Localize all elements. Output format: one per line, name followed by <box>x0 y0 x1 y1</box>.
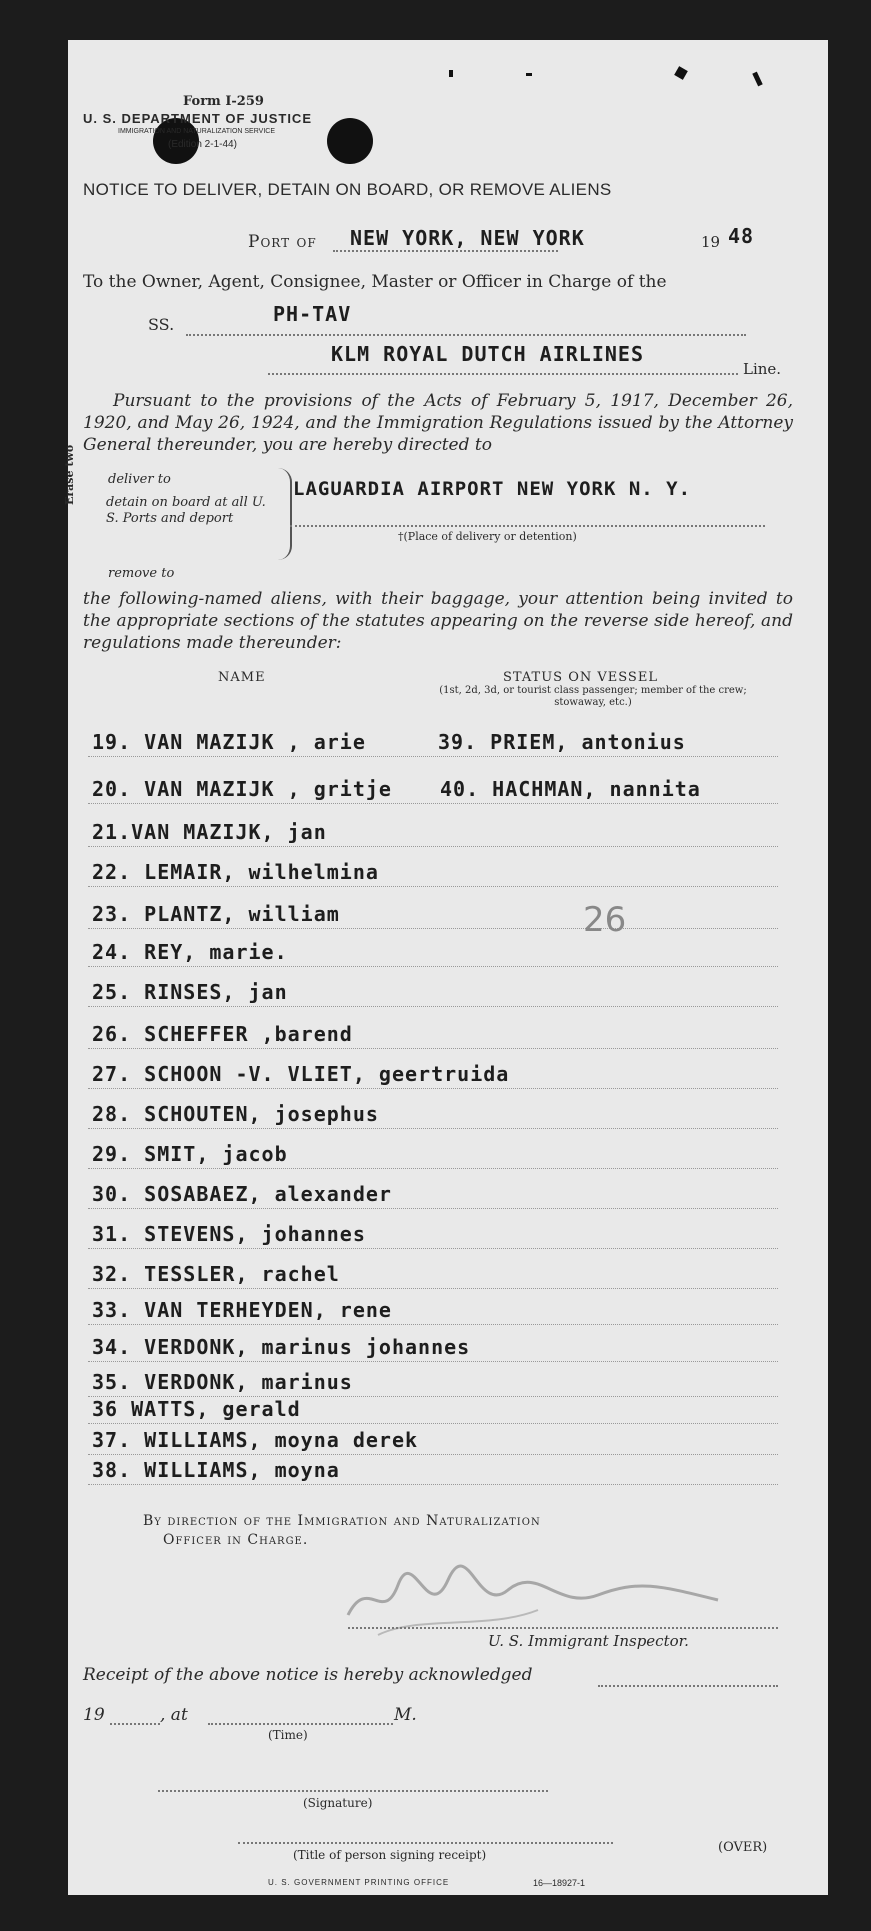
signature-caption: (Signature) <box>303 1796 373 1810</box>
option-remove: remove to <box>108 566 175 581</box>
alien-name: 33. VAN TERHEYDEN, rene <box>92 1298 392 1322</box>
alien-row-rule <box>88 966 778 967</box>
form-number: Form I-259 <box>183 94 264 109</box>
alien-row-rule <box>88 1088 778 1089</box>
alien-row-rule <box>88 1006 778 1007</box>
alien-name: 22. LEMAIR, wilhelmina <box>92 860 379 884</box>
option-detain: detain on board at all U. S. Ports and deport <box>106 495 266 526</box>
service-name: IMMIGRATION AND NATURALIZATION SERVICE <box>118 128 275 135</box>
place-dotted-line <box>290 525 765 527</box>
signature-dotted-line <box>158 1790 548 1792</box>
receipt-at-label: , at <box>160 1705 188 1725</box>
alien-row-rule <box>88 1324 778 1325</box>
alien-name: 23. PLANTZ, william <box>92 902 340 926</box>
place-value: LAGUARDIA AIRPORT NEW YORK N. Y. <box>293 478 692 500</box>
alien-name: 29. SMIT, jacob <box>92 1142 288 1166</box>
ss-dotted-line <box>186 334 746 336</box>
alien-name: 38. WILLIAMS, moyna <box>92 1458 340 1482</box>
alien-name: 34. VERDONK, marinus johannes <box>92 1335 471 1359</box>
alien-name: 24. REY, marie. <box>92 940 288 964</box>
alien-row-rule <box>88 1048 778 1049</box>
port-value: NEW YORK, NEW YORK <box>350 226 585 250</box>
time-caption: (Time) <box>268 1728 308 1742</box>
status-column-header: STATUS ON VESSEL <box>503 670 658 685</box>
alien-row-rule <box>88 1248 778 1249</box>
alien-row-rule <box>88 1454 778 1455</box>
alien-row-rule <box>88 1361 778 1362</box>
alien-name: 32. TESSLER, rachel <box>92 1262 340 1286</box>
direction-text-line2: Officer in Charge. <box>163 1532 309 1548</box>
alien-row-rule <box>88 1484 778 1485</box>
alien-name: 37. WILLIAMS, moyna derek <box>92 1428 419 1452</box>
alien-name: 25. RINSES, jan <box>92 980 288 1004</box>
alien-row-rule <box>88 803 778 804</box>
alien-name: 27. SCHOON -V. VLIET, geertruida <box>92 1062 510 1086</box>
receipt-m-label: M. <box>394 1705 417 1725</box>
alien-name: 30. SOSABAEZ, alexander <box>92 1182 392 1206</box>
receipt-dotted-line <box>598 1685 778 1687</box>
alien-row-rule <box>88 756 778 757</box>
form-page <box>63 40 828 1895</box>
name-column-header: NAME <box>218 670 266 685</box>
inspector-dotted-line <box>348 1627 778 1629</box>
alien-name: 19. VAN MAZIJK , arie <box>92 730 366 754</box>
stamped-number: 26 <box>583 900 627 940</box>
status-column-subheader: (1st, 2d, 3d, or tourist class passenger; member of the crew; stowaway, etc.) <box>439 685 747 708</box>
to-owner-line: To the Owner, Agent, Consignee, Master or Officer in Charge of the <box>83 272 667 292</box>
alien-row-rule <box>88 1168 778 1169</box>
port-dotted-line <box>333 250 558 252</box>
receipt-time-dotted <box>208 1723 393 1725</box>
alien-name: 35. VERDONK, marinus <box>92 1370 353 1394</box>
alien-row-rule <box>88 846 778 847</box>
alien-row-rule <box>88 1288 778 1289</box>
erase-two-label: Erase two <box>63 444 76 505</box>
option-deliver: deliver to <box>108 472 171 487</box>
alien-name: 31. STEVENS, johannes <box>92 1222 366 1246</box>
alien-name: 21.VAN MAZIJK, jan <box>92 820 327 844</box>
receipt-text: Receipt of the above notice is hereby acknowledged <box>83 1665 533 1685</box>
line-label: Line. <box>743 360 782 378</box>
ink-speck <box>674 66 688 80</box>
year-label: 19 <box>701 233 721 251</box>
ss-label: SS. <box>148 315 175 334</box>
inspector-label: U. S. Immigrant Inspector. <box>488 1632 689 1650</box>
alien-name: 20. VAN MAZIJK , gritje <box>92 777 392 801</box>
ink-speck <box>526 73 532 76</box>
line-value: KLM ROYAL DUTCH AIRLINES <box>331 342 644 366</box>
alien-row-rule <box>88 928 778 929</box>
port-label: Port of <box>248 232 317 252</box>
ink-speck <box>752 72 762 87</box>
ink-speck <box>449 70 453 77</box>
alien-name: 26. SCHEFFER ,barend <box>92 1022 353 1046</box>
year-value: 48 <box>728 224 755 248</box>
pursuant-paragraph: Pursuant to the provisions of the Acts of February 5, 1917, December 26, 1920, and May 26, 1924, and the Immigration Regulations issued by the Attorney General thereunder, you are hereby directed to <box>83 391 793 455</box>
place-caption: †(Place of delivery or detention) <box>398 530 577 543</box>
receipt-year-label: 19 <box>83 1705 105 1725</box>
alien-right-39: 39. PRIEM, antonius <box>438 730 686 754</box>
direction-text-line1: By direction of the Immigration and Naturalization <box>143 1513 541 1529</box>
over-label: (OVER) <box>718 1840 768 1855</box>
receipt-year-dotted <box>110 1723 160 1725</box>
alien-row-rule <box>88 1423 778 1424</box>
alien-row-rule <box>88 886 778 887</box>
alien-right-40: 40. HACHMAN, nannita <box>440 777 701 801</box>
alien-row-rule <box>88 1208 778 1209</box>
form-code: 16—18927-1 <box>533 1878 586 1888</box>
line-dotted-line <box>268 373 738 375</box>
department-name: U. S. DEPARTMENT OF JUSTICE <box>83 111 312 126</box>
title-dotted-line <box>238 1842 613 1844</box>
alien-name: 28. SCHOUTEN, josephus <box>92 1102 379 1126</box>
following-paragraph: the following-named aliens, with their baggage, your attention being invited to the appropriate sections of the statutes appearing on the reverse side hereof, and regulations made thereunder: <box>83 589 793 653</box>
title-caption: (Title of person signing receipt) <box>293 1848 487 1862</box>
page-title: NOTICE TO DELIVER, DETAIN ON BOARD, OR REMOVE ALIENS <box>83 180 612 199</box>
printer-credit: U. S. GOVERNMENT PRINTING OFFICE <box>268 1878 450 1887</box>
ss-value: PH-TAV <box>273 302 352 326</box>
alien-row-rule <box>88 1128 778 1129</box>
edition-note: (Edition 2-1-44) <box>168 139 237 150</box>
punch-hole-right <box>327 118 373 164</box>
alien-name: 36 WATTS, gerald <box>92 1397 301 1421</box>
